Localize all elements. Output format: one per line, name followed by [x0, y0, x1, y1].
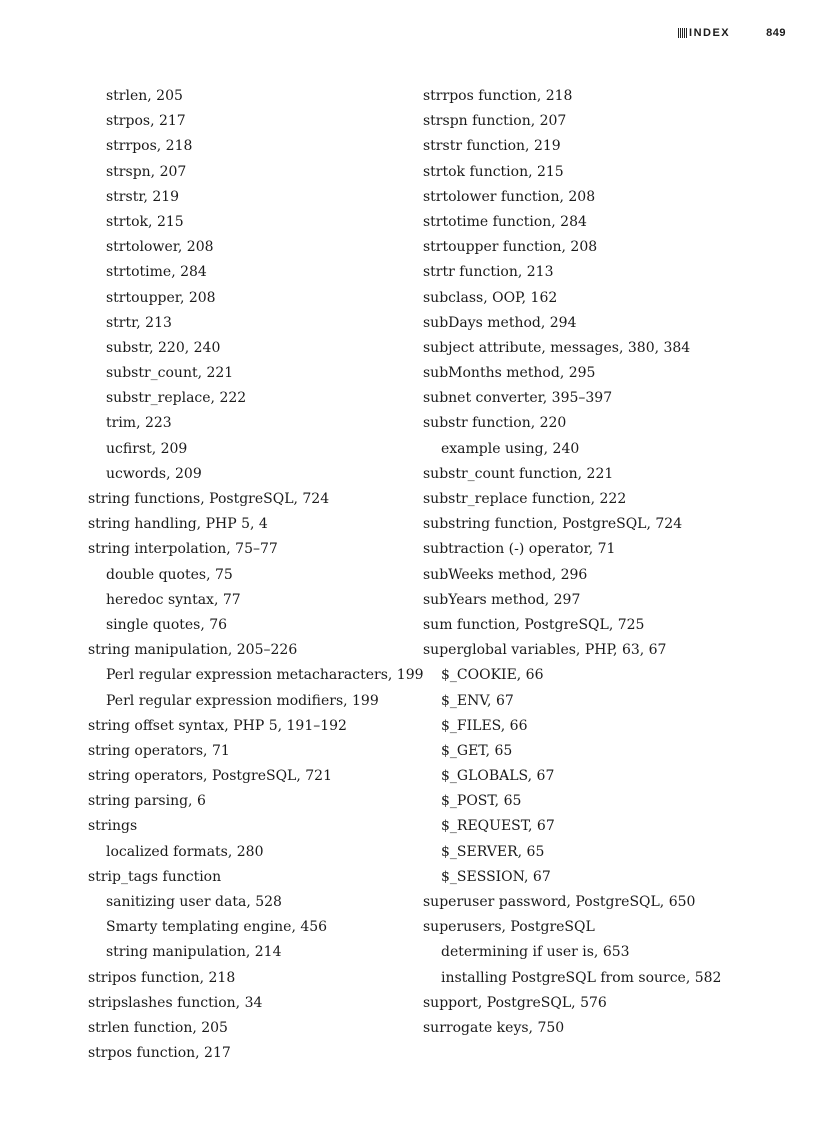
- index-entry: strip_tags function: [88, 868, 222, 885]
- index-subentry: heredoc syntax, 77: [106, 591, 241, 608]
- index-entry: string functions, PostgreSQL, 724: [88, 491, 330, 507]
- index-entry: strrpos function, 218: [423, 88, 573, 104]
- index-entry: stripslashes function, 34: [88, 994, 263, 1011]
- index-subentry: Smarty templating engine, 456: [106, 919, 328, 936]
- index-entry: superuser password, PostgreSQL, 650: [423, 894, 696, 910]
- index-subentry: ucfirst, 209: [106, 440, 188, 457]
- running-head: [678, 27, 786, 39]
- index-entry: superusers, PostgreSQL: [423, 919, 595, 936]
- index-entry: superglobal variables, PHP, 63, 67: [423, 642, 667, 659]
- index-subentry: strtr, 213: [106, 314, 172, 331]
- index-entry: string offset syntax, PHP 5, 191–192: [88, 717, 347, 734]
- index-subentry: trim, 223: [106, 415, 172, 432]
- index-entry: subtraction (-) operator, 71: [423, 541, 616, 558]
- index-entry: string operators, PostgreSQL, 721: [88, 768, 332, 785]
- index-subentry: strlen, 205: [106, 88, 183, 104]
- index-entry: strstr function, 219: [423, 138, 561, 155]
- index-subentry: localized formats, 280: [106, 843, 264, 860]
- index-entry: string handling, PHP 5, 4: [88, 516, 268, 533]
- index-subentry: $_SESSION, 67: [441, 868, 551, 885]
- index-subentry: substr_replace, 222: [106, 390, 247, 407]
- index-entry: strspn function, 207: [423, 113, 567, 130]
- hatch-marker-icon: [678, 28, 687, 38]
- index-entry: subDays method, 294: [423, 314, 577, 331]
- index-entry: substr_replace function, 222: [423, 491, 627, 507]
- index-entry: subYears method, 297: [423, 591, 581, 608]
- index-entry: sum function, PostgreSQL, 725: [423, 616, 645, 633]
- index-subentry: double quotes, 75: [106, 566, 233, 583]
- index-entry: surrogate keys, 750: [423, 1019, 565, 1036]
- index-entry: subWeeks method, 296: [423, 566, 588, 583]
- index-subentry: $_REQUEST, 67: [441, 818, 555, 835]
- index-subentry: installing PostgreSQL from source, 582: [441, 969, 722, 986]
- index-subentry: example using, 240: [441, 440, 580, 457]
- index-entry: subclass, OOP, 162: [423, 289, 558, 306]
- index-subentry: substr_count, 221: [106, 365, 234, 382]
- index-entry: substr_count function, 221: [423, 465, 614, 482]
- index-entry: subnet converter, 395–397: [423, 390, 613, 407]
- index-entry: substring function, PostgreSQL, 724: [423, 516, 683, 533]
- index-column-left: [88, 85, 424, 1067]
- index-subentry: single quotes, 76: [106, 616, 228, 633]
- index-subentry: $_SERVER, 65: [441, 843, 545, 860]
- index-entry: strtotime function, 284: [423, 213, 587, 230]
- index-subentry: $_ENV, 67: [441, 692, 514, 709]
- section-label: INDEX: [689, 27, 731, 39]
- index-subentry: Perl regular expression modifiers, 199: [106, 692, 379, 709]
- index-subentry: $_COOKIE, 66: [441, 667, 544, 684]
- index-entry: strtr function, 213: [423, 264, 554, 281]
- index-subentry: $_GLOBALS, 67: [441, 768, 555, 785]
- index-subentry: determining if user is, 653: [441, 944, 630, 961]
- index-subentry: substr, 220, 240: [106, 339, 221, 356]
- index-subentry: ucwords, 209: [106, 465, 202, 482]
- index-column-right: [423, 85, 793, 1042]
- index-entry: support, PostgreSQL, 576: [423, 994, 607, 1011]
- index-subentry: $_GET, 65: [441, 742, 513, 759]
- index-entry: string operators, 71: [88, 742, 230, 759]
- index-subentry: strpos, 217: [106, 113, 186, 130]
- index-entry: string manipulation, 205–226: [88, 642, 298, 659]
- index-entry: strtok function, 215: [423, 163, 564, 180]
- index-subentry: strstr, 219: [106, 188, 180, 205]
- index-subentry: string manipulation, 214: [106, 944, 282, 961]
- index-entry: string parsing, 6: [88, 793, 206, 810]
- index-subentry: Perl regular expression metacharacters, 199: [106, 667, 424, 684]
- index-entry: strpos function, 217: [88, 1045, 231, 1062]
- index-entry: strtolower function, 208: [423, 188, 596, 205]
- index-subentry: strrpos, 218: [106, 138, 193, 155]
- index-entry: strtoupper function, 208: [423, 239, 598, 256]
- index-entry: string interpolation, 75–77: [88, 541, 278, 558]
- index-entry: subject attribute, messages, 380, 384: [423, 339, 691, 356]
- index-entry: stripos function, 218: [88, 969, 236, 986]
- index-subentry: $_POST, 65: [441, 793, 522, 810]
- index-entry: subMonths method, 295: [423, 365, 596, 382]
- index-subentry: sanitizing user data, 528: [106, 894, 282, 910]
- page-number: 849: [766, 27, 786, 39]
- index-entry: substr function, 220: [423, 415, 567, 432]
- index-subentry: strspn, 207: [106, 163, 187, 180]
- index-subentry: strtolower, 208: [106, 239, 214, 256]
- index-entry: strlen function, 205: [88, 1019, 228, 1036]
- index-subentry: strtok, 215: [106, 213, 184, 230]
- index-subentry: $_FILES, 66: [441, 717, 528, 734]
- index-subentry: strtotime, 284: [106, 264, 207, 281]
- index-subentry: strtoupper, 208: [106, 289, 216, 306]
- index-entry: strings: [88, 818, 138, 835]
